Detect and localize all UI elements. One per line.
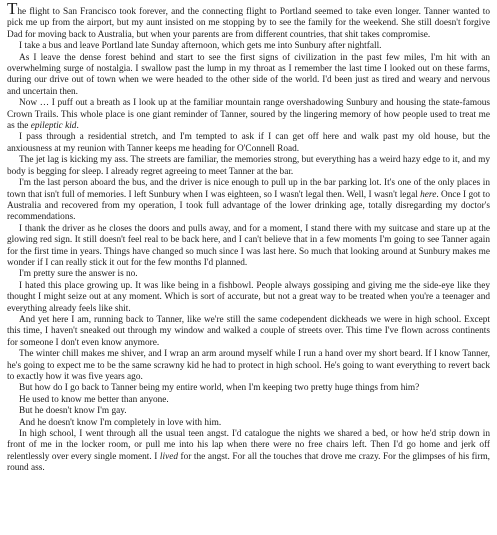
paragraph-14: [7, 395, 490, 406]
paragraph-text: he flight to San Francisco took forever, and the connecting flight to Portland seemed to take even longer. Tanner wanted to pick me up from the airport, but my aunt insisted on me stopping by to see the family for the weekend. She still doesn't forgive Dad for moving back to Australia, but when your parents are from different countries, that shit takes compromise.: [7, 7, 490, 40]
drop-cap: T: [7, 0, 18, 18]
paragraph-12: [7, 349, 490, 383]
paragraph-10: [7, 281, 490, 315]
paragraph-4: [7, 98, 490, 132]
paragraph-text: The winter chill makes me shiver, and I wrap an arm around myself while I run a hand over my short beard. If I know Tanner, he's going to expect me to be the same scrawny kid he had to protect in high school. He's going to want everything to revert back to exactly how it was five years ago.: [7, 349, 490, 382]
paragraph-text: And yet here I am, running back to Tanner, like we're still the same codependent dickheads we were in high school. Except this time, I haven't sneaked out through my window and walked a couple of streets over. This time I've flown across continents for someone I don't even know anymore.: [7, 314, 490, 348]
paragraph-text: .: [76, 121, 79, 132]
paragraph-text: I hated this place growing up. It was like being in a fishbowl. People always gossiping and giving me the side-eye like they thought I might seize out at any moment. Which is sort of accurate, but not a great way to be treated when you're a teenager and everything already feels like shit.: [7, 280, 490, 314]
paragraph-text: But he doesn't know I'm gay.: [19, 406, 127, 417]
paragraph-5: [7, 132, 490, 155]
paragraph-13: [7, 383, 490, 394]
paragraph-1: [7, 0, 490, 41]
paragraph-2: [7, 41, 490, 52]
paragraph-text: The jet lag is kicking my ass. The streets are familiar, the memories strong, but everything has a weird hazy edge to it, and my body is begging for sleep. I already regret agreeing to meet Tanner at the bar.: [7, 155, 490, 177]
paragraph-text: . Once I got to Australia and recovered from my operation, I took full advantage of the lower drinking age, totally disregarding my doctor's recommendations.: [7, 189, 490, 223]
paragraph-7: [7, 178, 490, 224]
paragraph-text: He used to know me better than anyone.: [19, 394, 169, 405]
paragraph-8: [7, 224, 490, 270]
paragraph-text: Now … I puff out a breath as I look up at the familiar mountain range overshadowing Sunbury and housing the state-famous Crown Trails. This whole place is one giant reminder of Tanner, soured by the lingering memory of how people used to treat me as the: [7, 98, 490, 132]
paragraph-text: I thank the driver as he closes the doors and pulls away, and for a moment, I stand there with my suitcase and stare up at the glowing red sign. It still doesn't feel real to be back here, and I can't believe that in a few moments I'm going to see Tanner again for the first time in years. Things have changed so much since I was last here. So much that looking around at Sunbury makes me wonder if I can really stick it out for the few months I'd planned.: [7, 223, 490, 268]
paragraph-text: And he doesn't know I'm completely in love with him.: [19, 417, 222, 428]
paragraph-text: I'm the last person aboard the bus, and the driver is nice enough to pull up in the bar parking lot. It's one of the only places in town that isn't full of memories. I left Sunbury when I was eighteen, so I wasn't legal then. Well, I wasn't legal: [7, 178, 490, 200]
italic-text: lived: [159, 451, 178, 462]
paragraph-text: I'm pretty sure the answer is no.: [19, 269, 138, 280]
paragraph-3: [7, 53, 490, 99]
paragraph-17: [7, 429, 490, 475]
paragraph-9: [7, 269, 490, 280]
paragraph-text: But how do I go back to Tanner being my entire world, when I'm keeping two pretty huge things from him?: [19, 383, 420, 394]
paragraph-16: [7, 418, 490, 429]
paragraph-6: [7, 155, 490, 178]
paragraph-text: As I leave the dense forest behind and start to see the first signs of civilization in the past few miles, I'm hit with an overwhelming surge of nostalgia. I swallow past the lump in my throat as I remember the last time I looked out on these farms, during our drive out of town when we were headed to the other side of the world. I'd been just as tired and weary and nervous and uncertain then.: [7, 52, 490, 97]
paragraph-text: for the angst. For all the touches that drove me crazy. For the glimpses of his firm, round ass.: [7, 451, 491, 474]
italic-text: epileptic kid: [30, 121, 77, 132]
paragraph-15: [7, 406, 490, 417]
paragraph-text: I pass through a residential stretch, and I'm tempted to ask if I can get off here and walk past my old house, but the anxiousness at my reunion with Tanner keeps me heading for O'Connell Road.: [7, 132, 490, 154]
paragraph-text: In high school, I went through all the usual teen angst. I'd catalogue the nights we shared a bed, or how he'd strip down in front of me in the locker room, or pull me into his lap when there were no free chairs left. Then I'd go home and jerk off relentlessly over every single moment. I: [7, 429, 490, 462]
paragraph-list: [7, 41, 490, 474]
italic-text: here: [420, 189, 437, 200]
paragraph-11: [7, 315, 490, 349]
paragraph-text: I take a bus and leave Portland late Sunday afternoon, which gets me into Sunbury after nightfall.: [19, 41, 382, 52]
